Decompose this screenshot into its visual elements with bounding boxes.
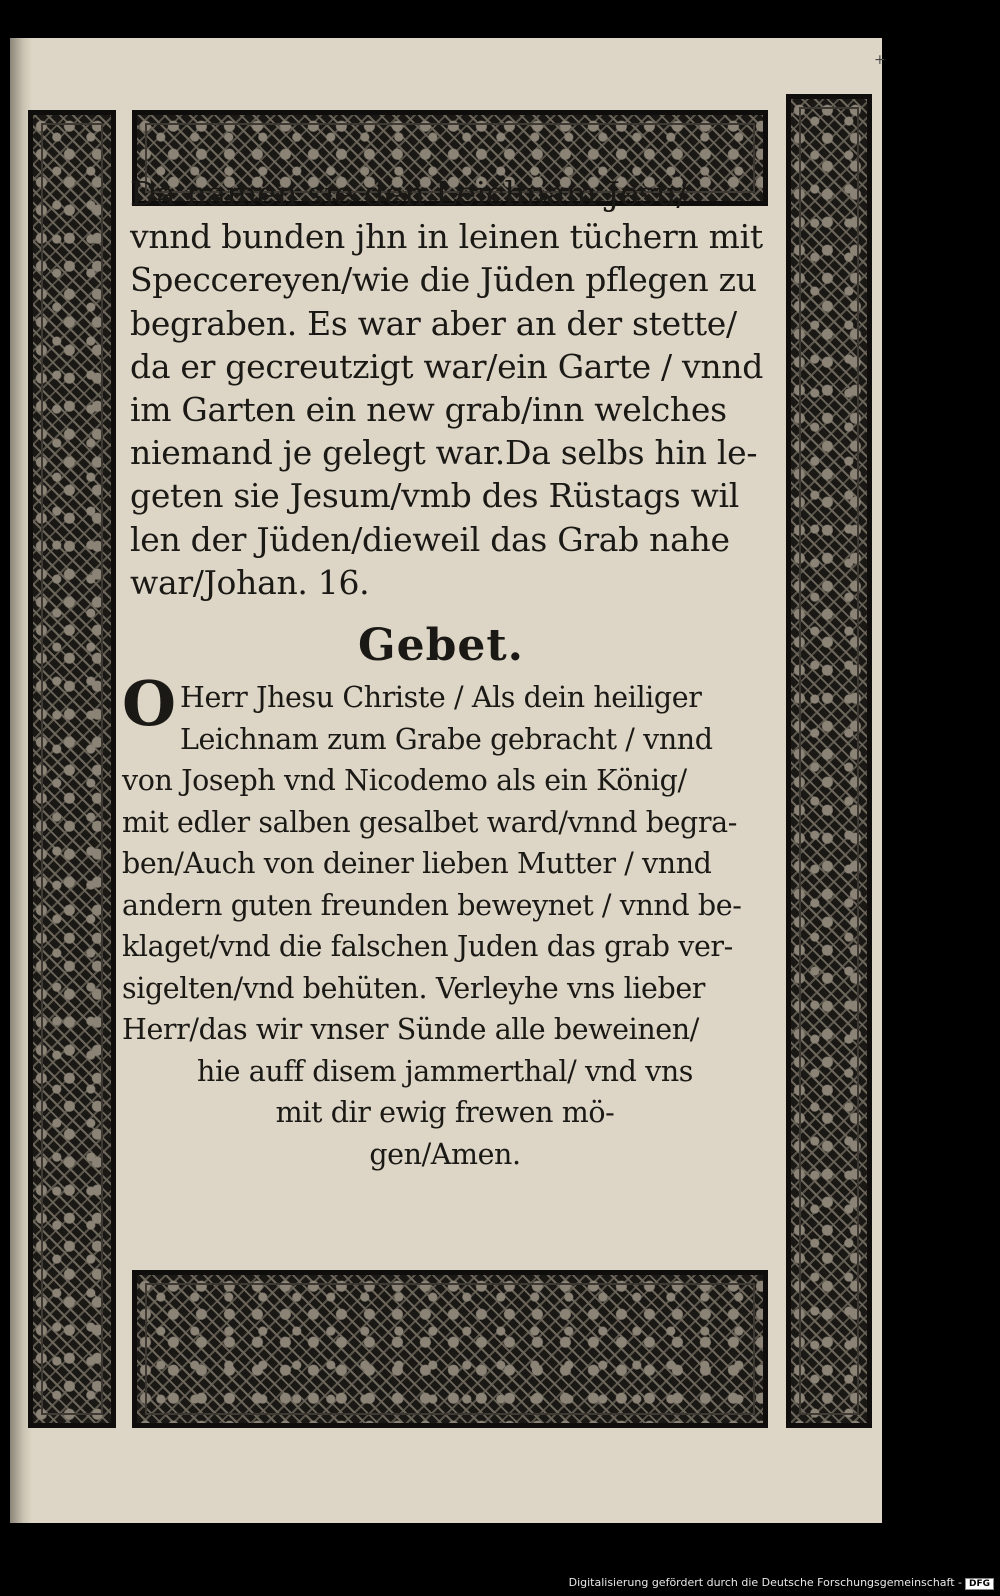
prayer-line: hie auff disem jammerthal/ vnd vns <box>196 1054 694 1088</box>
dfg-logo: DFG <box>965 1578 994 1590</box>
ornament-border-bottom <box>132 1270 768 1428</box>
prayer-heading: Gebet. <box>358 620 524 672</box>
body-line: geten sie Jesum/vmb des Rüstags wil <box>130 476 740 516</box>
text-block <box>122 172 764 1175</box>
prayer-line: andern guten freunden beweynet / vnnd be- <box>122 888 742 922</box>
page-mark: + <box>874 52 886 68</box>
credit-text: Digitalisierung gefördert durch die Deutsche Forschungsgemeinschaft - <box>568 1576 962 1589</box>
prayer-line: von Joseph vnd Nicodemo als ein König/ <box>122 764 687 798</box>
digitization-credit <box>569 1576 994 1594</box>
body-line: Da namen sie den Leichnam Jesu/ <box>130 174 688 213</box>
prayer-line: mit edler salben gesalbet ward/vnnd begra- <box>122 805 737 839</box>
ornament-border-right <box>786 94 872 1428</box>
body-line: niemand je gelegt war.Da selbs hin le- <box>130 433 758 473</box>
prayer-line: ben/Auch von deiner lieben Mutter / vnnd <box>122 847 712 881</box>
prayer-line: klaget/vnd die falschen Juden das grab ver- <box>122 930 733 964</box>
body-line: Speccereyen/wie die Jüden pflegen zu <box>130 260 757 300</box>
body-line: begraben. Es war aber an der stette/ <box>130 303 737 343</box>
body-line: vnnd bunden jhn in leinen tüchern mit <box>130 217 763 257</box>
prayer-line: Herr Jhesu Christe / Als dein heiliger <box>180 681 702 715</box>
prayer-line: sigelten/vnd behüten. Verleyhe vns lieber <box>122 971 706 1005</box>
body-line: da er gecreutzigt war/ein Garte / vnnd <box>130 346 764 386</box>
prayer-line: mit dir ewig frewen mö- <box>275 1096 615 1130</box>
body-line: war/Johan. 16. <box>130 562 370 602</box>
prayer-line: Leichnam zum Grabe gebracht / vnnd <box>180 722 713 756</box>
drop-cap: O <box>122 667 177 741</box>
ornament-border-left <box>28 110 116 1428</box>
prayer-line: Herr/das wir vnser Sünde alle beweinen/ <box>122 1013 699 1047</box>
body-line: im Garten ein new grab/inn welches <box>130 390 727 430</box>
prayer-line: gen/Amen. <box>369 1137 521 1171</box>
body-line: len der Jüden/dieweil das Grab nahe <box>130 519 730 559</box>
prayer-paragraph <box>122 667 760 1175</box>
body-paragraph <box>130 172 764 604</box>
